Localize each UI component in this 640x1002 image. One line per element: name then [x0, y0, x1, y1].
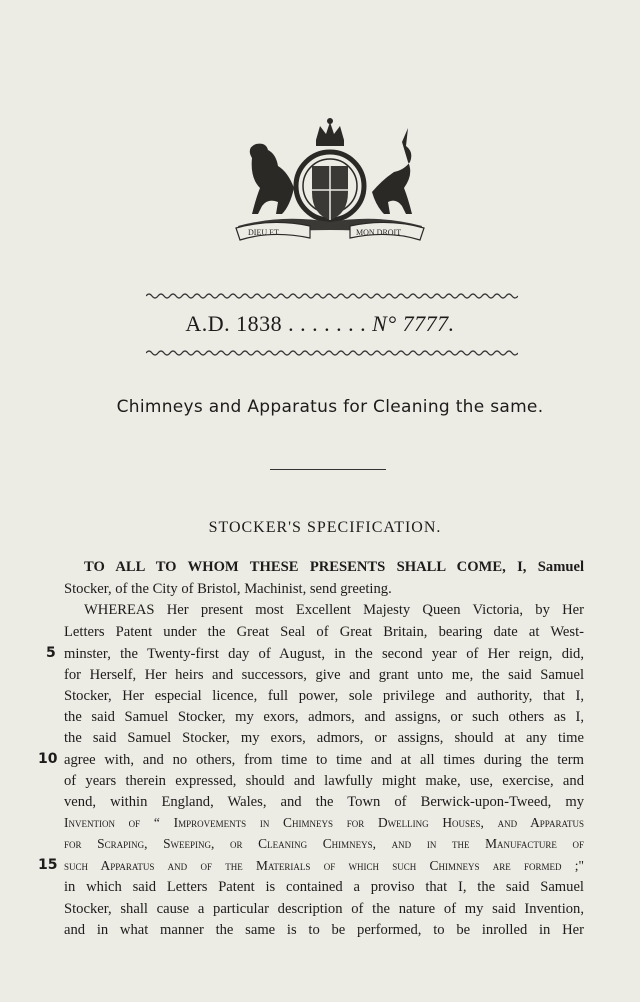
document-title: Chimneys and Apparatus for Cleaning the same. [116, 397, 544, 417]
body-line: vend, within England, Wales, and the Town of Berwick-upon-Tweed, my [64, 794, 584, 810]
body-line: minster, the Twenty-first day of August, in the second year of Her reign, did, [64, 646, 584, 662]
body-line: Stocker, shall cause a particular description of the nature of my said Invention, [64, 901, 584, 917]
patent-number: N° 7777. [372, 311, 455, 336]
body-line: Stocker, of the City of Bristol, Machinist, send greeting. [64, 581, 392, 597]
line-number-15: 15 [38, 857, 58, 873]
crest-motto-left: DIEU ET [248, 228, 279, 237]
body-line: TO ALL TO WHOM THESE PRESENTS SHALL COME, I, Samuel [84, 559, 584, 575]
royal-coat-of-arms-icon [232, 118, 428, 246]
specification-heading: STOCKER'S SPECIFICATION. [208, 519, 442, 536]
body-line: for Herself, Her heirs and successors, give and grant unto me, the said Samuel [64, 667, 584, 683]
body-line: WHEREAS Her present most Excellent Majesty Queen Victoria, by Her [84, 602, 584, 618]
year-label: A.D. 1838 [185, 311, 283, 336]
body-line: in which said Letters Patent is contained a proviso that I, the said Samuel [64, 879, 584, 895]
body-line: Invention of “ Improvements in Chimneys for Dwelling Houses, and Apparatus [64, 815, 584, 830]
line-number-10: 10 [38, 751, 58, 767]
crest-motto-right: MON DROIT [356, 228, 402, 237]
body-line: such Apparatus and of the Materials of which such Chimneys are formed ;" [64, 858, 584, 873]
body-line: agree with, and no others, from time to time and at all times during the term [64, 752, 584, 768]
body-line: Stocker, Her especial licence, full power, sole privilege and authority, that I, [64, 688, 584, 704]
patent-number-line [0, 311, 640, 337]
ornamental-rule-top [146, 292, 518, 300]
line-number-5: 5 [46, 645, 56, 661]
body-line: and in what manner the same is to be performed, to be inrolled in Her [64, 922, 584, 938]
leader-dots: . . . . . . . [288, 311, 367, 336]
ornamental-rule-bottom [146, 349, 518, 357]
body-line: Letters Patent under the Great Seal of Great Britain, bearing date at West- [64, 624, 584, 640]
body-line: the said Samuel Stocker, my exors, admors, and assigns, or such others as I, [64, 709, 584, 725]
body-line: of years therein expressed, should and lawfully might make, use, exercise, and [64, 773, 584, 789]
body-line: for Scraping, Sweeping, or Cleaning Chimneys, and in the Manufacture of [64, 836, 584, 851]
title-divider [270, 469, 386, 470]
body-line: the said Samuel Stocker, my exors, admors, or assigns, should at any time [64, 730, 584, 746]
